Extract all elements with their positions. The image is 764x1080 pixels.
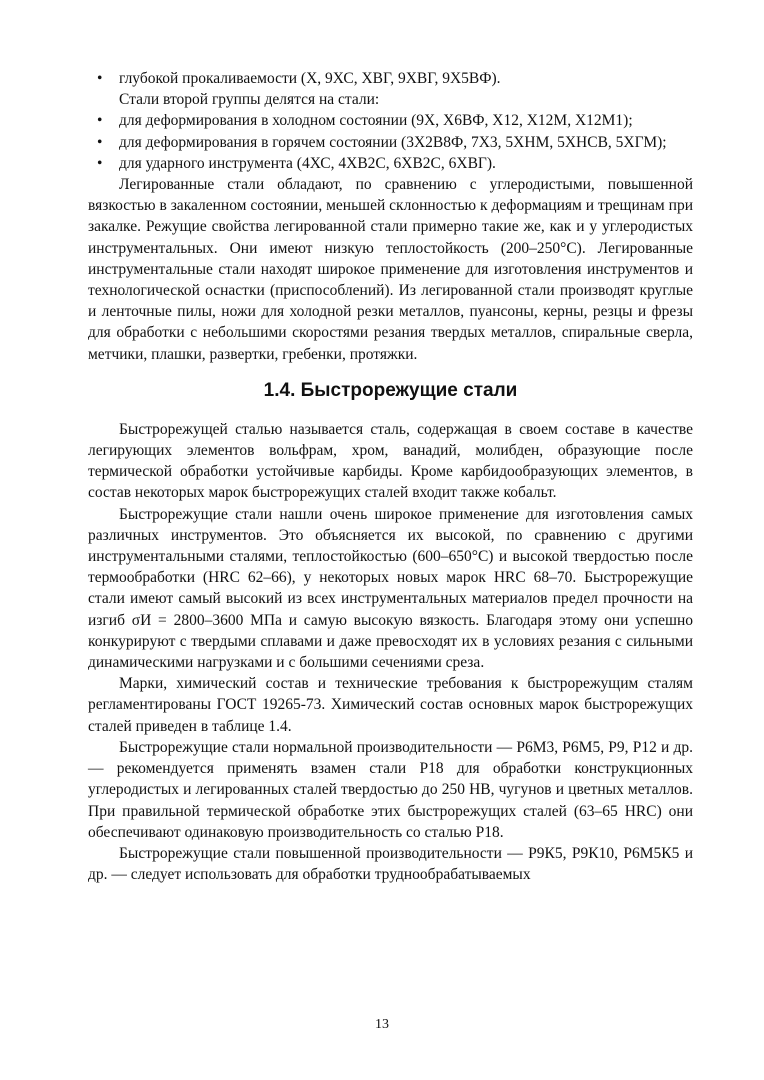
list-item-text: для деформирования в холодном состоянии (9Х, Х6ВФ, Х12, Х12М, Х12М1); [119,112,633,130]
page-number: 13 [375,1017,389,1032]
paragraph: Быстрорежущие стали нормальной производительности — Р6М3, Р6М5, Р9, Р12 и др. — рекомендуется применять взамен стали Р18 для обработки конструкционных углеродистых и легированных сталей твердостью до 250 НВ, чугунов и цветных металлов. При правильной термической обработке этих быстрорежущих сталей (63–65 HRC) они обеспечивают одинаковую производительность со сталью Р18. [88,738,693,841]
second-group-intro: Стали второй группы делятся на стали: [119,91,380,109]
section-heading: 1.4. Быстрорежущие стали [263,379,518,401]
list-item [88,110,693,131]
bullet-icon: • [97,112,103,130]
bullet-icon: • [97,133,103,151]
list-item [88,68,693,89]
paragraph: Марки, химический состав и технические требования к быстрорежущим сталям регламентированы ГОСТ 19265-73. Химический состав основных марок быстрорежущих сталей приведен в таблице 1.4. [88,675,693,735]
bullet-icon: • [97,154,103,172]
paragraph: Быстрорежущей сталью называется сталь, содержащая в своем составе в качестве легирующих элементов вольфрам, хром, ванадий, молибден, образующие после термической обработки устойчивые карбиды. Кроме карбидообразующих элементов, в состав некоторых марок быстрорежущих сталей входит также кобальт. [88,420,693,502]
page-content [88,68,693,885]
list-item-text: глубокой прокаливаемости (Х, 9ХС, ХВГ, 9ХВГ, 9Х5ВФ). [119,70,501,87]
list-item [88,132,693,153]
bullet-icon: • [97,70,103,87]
paragraph: Быстрорежущие стали повышенной производительности — Р9К5, Р9К10, Р6М5К5 и др. — следует использовать для обработки труднообрабатываемых [88,844,693,884]
list-item-text: для ударного инструмента (4ХС, 4ХВ2С, 6ХВ2С, 6ХВГ). [119,154,496,172]
paragraph-alloyed-steels: Легированные стали обладают, по сравнению с углеродистыми, повышенной вязкостью в закаленном состоянии, меньшей склонностью к деформациям и трещинам при закалке. Режущие свойства легированной стали примерно такие же, как и у углеродистых инструментальных. Они имеют низкую теплостойкость (200–250°С). Легированные инструментальные стали находят широкое применение для изготовления инструментов и технологической оснастки (приспособлений). Из легированной стали производят круглые и ленточные пилы, ножи для холодной резки металлов, пуансоны, керны, резцы и фрезы для обработки с небольшими скоростями резания твердых металлов, спиральные сверла, метчики, плашки, развертки, гребенки, протяжки. [88,176,693,363]
list-item-text: для деформирования в горячем состоянии (3Х2В8Ф, 7Х3, 5ХНМ, 5ХНСВ, 5ХГМ); [119,133,667,151]
paragraph: Быстрорежущие стали нашли очень широкое применение для изготовления самых различных инструментов. Это объясняется их высокой, по сравнению с другими инструментальными сталями, теплостойкостью (600–650°С) и высокой твердостью после термообработки (HRC 62–66), у некоторых новых марок HRC 68–70. Быстрорежущие стали имеют самый высокий из всех инструментальных материалов предел прочности на изгиб σИ = 2800–3600 МПа и самую высокую вязкость. Благодаря этому они успешно конкурируют с твердыми сплавами и даже превосходят их в условиях резания с сильными динамическими нагрузками и с большими сечениями среза. [88,505,693,672]
list-item [88,153,693,174]
